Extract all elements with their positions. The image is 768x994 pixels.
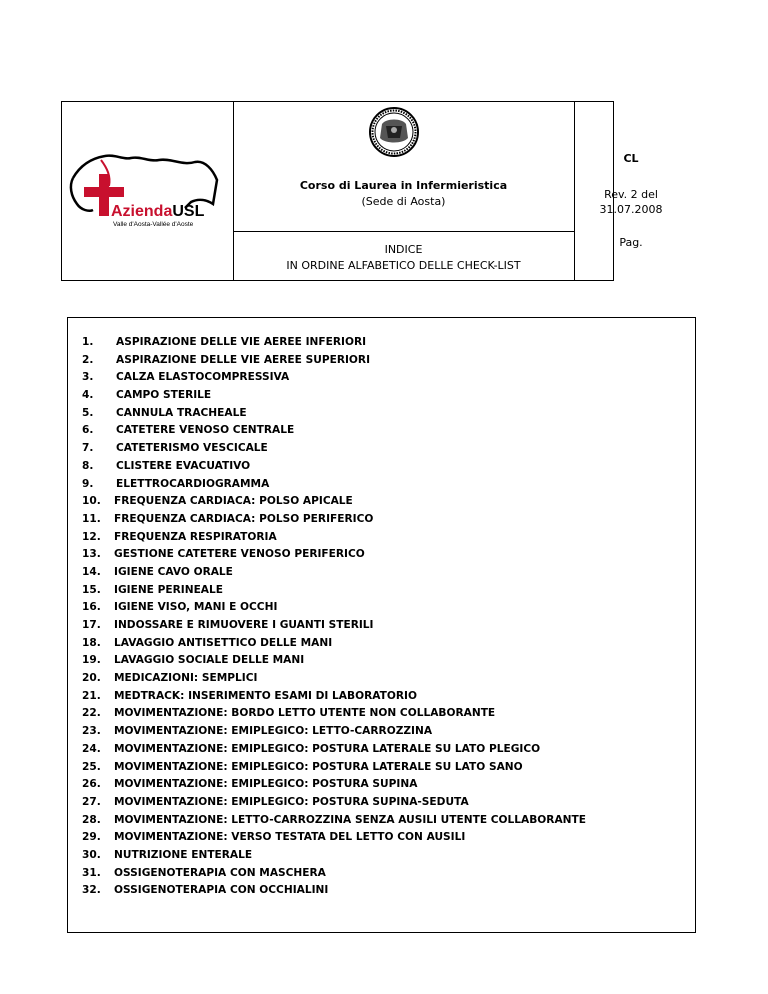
index-item	[82, 582, 586, 600]
index-item-label: MOVIMENTAZIONE: EMIPLEGICO: POSTURA SUPINA	[114, 778, 418, 791]
index-item	[82, 794, 586, 812]
logo-text: AziendaUSL	[111, 203, 205, 220]
index-item-number: 22.	[82, 707, 101, 720]
index-item-number: 12.	[82, 530, 101, 543]
index-item-label: MOVIMENTAZIONE: VERSO TESTATA DEL LETTO CON AUSILI	[114, 831, 466, 844]
index-item-number: 31.	[82, 866, 101, 879]
index-item-number: 32.	[82, 884, 101, 897]
index-item-label: FREQUENZA RESPIRATORIA	[114, 530, 277, 543]
index-item-number: 5.	[82, 406, 94, 419]
index-item-label: LAVAGGIO ANTISETTICO DELLE MANI	[114, 636, 333, 649]
index-item-label: ASPIRAZIONE DELLE VIE AEREE INFERIORI	[116, 336, 367, 348]
course-location: (Sede di Aosta)	[361, 195, 446, 208]
header-table	[61, 101, 663, 281]
index-item	[82, 617, 586, 635]
index-item-label: IGIENE PERINEALE	[114, 583, 223, 596]
index-item	[82, 759, 586, 777]
index-item	[82, 476, 586, 494]
index-item-label: CATETERE VENOSO CENTRALE	[116, 424, 295, 437]
index-item-label: MEDTRACK: INSERIMENTO ESAMI DI LABORATORIO	[114, 689, 417, 702]
index-item	[82, 882, 586, 900]
index-item-label: ASPIRAZIONE DELLE VIE AEREE SUPERIORI	[116, 353, 371, 366]
university-seal-icon	[353, 104, 435, 158]
index-item-label: OSSIGENOTERAPIA CON OCCHIALINI	[114, 884, 329, 897]
index-item	[82, 352, 586, 370]
index-item	[82, 387, 586, 405]
index-item	[82, 599, 586, 617]
page-label: Pag.	[619, 236, 643, 249]
index-item	[82, 705, 586, 723]
index-item-label: ELETTROCARDIOGRAMMA	[116, 477, 270, 490]
index-item	[82, 829, 586, 847]
index-item-number: 23.	[82, 725, 101, 738]
index-item-label: MEDICAZIONI: SEMPLICI	[114, 672, 258, 685]
index-item-number: 25.	[82, 760, 101, 773]
index-item-number: 17.	[82, 619, 101, 631]
index-item-number: 16.	[82, 601, 101, 614]
index-item-label: INDOSSARE E RIMUOVERE I GUANTI STERILI	[114, 619, 374, 631]
index-item	[82, 334, 586, 352]
index-item-label: NUTRIZIONE ENTERALE	[114, 848, 253, 861]
index-item	[82, 529, 586, 547]
azienda-usl-logo	[67, 150, 227, 240]
index-item-number: 13.	[82, 548, 101, 561]
index-item-label: MOVIMENTAZIONE: EMIPLEGICO: POSTURA LATERALE SU LATO SANO	[114, 760, 523, 773]
index-item-number: 3.	[82, 371, 94, 384]
index-item	[82, 440, 586, 458]
index-item	[82, 546, 586, 564]
index-item-label: CAMPO STERILE	[116, 389, 212, 402]
index-item	[82, 405, 586, 423]
index-item	[82, 776, 586, 794]
index-item-label: MOVIMENTAZIONE: EMIPLEGICO: LETTO-CARROZZINA	[114, 725, 433, 738]
index-item-number: 4.	[82, 389, 94, 402]
index-item	[82, 670, 586, 688]
revision-line1: Rev. 2 del	[604, 188, 658, 201]
index-item-number: 8.	[82, 459, 94, 472]
index-item	[82, 422, 586, 440]
index-subtitle: IN ORDINE ALFABETICO DELLE CHECK-LIST	[286, 259, 521, 272]
index-item-label: IGIENE CAVO ORALE	[114, 565, 233, 578]
index-item-number: 7.	[82, 442, 94, 455]
document-code: CL	[623, 152, 639, 165]
index-item-number: 6.	[82, 424, 94, 437]
index-title: INDICE	[384, 243, 423, 256]
index-item-label: MOVIMENTAZIONE: BORDO LETTO UTENTE NON COLLABORANTE	[114, 707, 496, 720]
index-item-label: MOVIMENTAZIONE: LETTO-CARROZZINA SENZA AUSILI UTENTE COLLABORANTE	[114, 813, 586, 826]
index-item-label: GESTIONE CATETERE VENOSO PERIFERICO	[114, 548, 365, 561]
index-item	[82, 493, 586, 511]
index-item	[82, 458, 586, 476]
index-item-number: 11.	[82, 512, 101, 525]
index-item-number: 21.	[82, 689, 101, 702]
index-item-number: 18.	[82, 636, 101, 649]
checklist-index-box	[67, 317, 696, 933]
index-item-number: 10.	[82, 495, 101, 508]
index-item-number: 19.	[82, 654, 101, 667]
index-item-label: FREQUENZA CARDIACA: POLSO PERIFERICO	[114, 512, 374, 525]
index-item-number: 30.	[82, 848, 101, 861]
index-item-number: 24.	[82, 742, 101, 755]
index-item-number: 20.	[82, 672, 101, 685]
index-item-number: 27.	[82, 795, 101, 808]
index-item-label: MOVIMENTAZIONE: EMIPLEGICO: POSTURA SUPINA-SEDUTA	[114, 795, 469, 808]
index-item-number: 1.	[82, 336, 94, 348]
index-item	[82, 652, 586, 670]
index-item-label: OSSIGENOTERAPIA CON MASCHERA	[114, 866, 326, 879]
revision-date: 31.07.2008	[599, 203, 663, 216]
index-item-label: LAVAGGIO SOCIALE DELLE MANI	[114, 654, 305, 667]
course-title: Corso di Laurea in Infermieristica	[299, 179, 508, 192]
index-item-label: IGIENE VISO, MANI E OCCHI	[114, 601, 278, 614]
index-item-label: CANNULA TRACHEALE	[116, 406, 247, 419]
index-item-number: 14.	[82, 565, 101, 578]
index-item	[82, 741, 586, 759]
index-item-label: FREQUENZA CARDIACA: POLSO APICALE	[114, 495, 353, 508]
checklist-index-list	[82, 334, 586, 900]
index-item-label: MOVIMENTAZIONE: EMIPLEGICO: POSTURA LATERALE SU LATO PLEGICO	[114, 742, 541, 755]
index-item-number: 26.	[82, 778, 101, 791]
index-item	[82, 369, 586, 387]
index-item	[82, 564, 586, 582]
index-item	[82, 847, 586, 865]
index-item	[82, 865, 586, 883]
index-item-number: 2.	[82, 353, 94, 366]
header-divider-horizontal	[233, 231, 574, 232]
index-item-number: 29.	[82, 831, 101, 844]
index-item	[82, 812, 586, 830]
index-item-number: 9.	[82, 477, 94, 490]
index-item-number: 28.	[82, 813, 101, 826]
index-item-label: CATETERISMO VESCICALE	[116, 442, 268, 455]
index-item-number: 15.	[82, 583, 101, 596]
logo-subtext: Valle d'Aosta-Vallée d'Aoste	[113, 221, 194, 228]
index-item	[82, 635, 586, 653]
index-item	[82, 511, 586, 529]
index-item-label: CLISTERE EVACUATIVO	[116, 459, 251, 472]
index-item-label: CALZA ELASTOCOMPRESSIVA	[116, 371, 290, 384]
index-item	[82, 688, 586, 706]
index-item	[82, 723, 586, 741]
